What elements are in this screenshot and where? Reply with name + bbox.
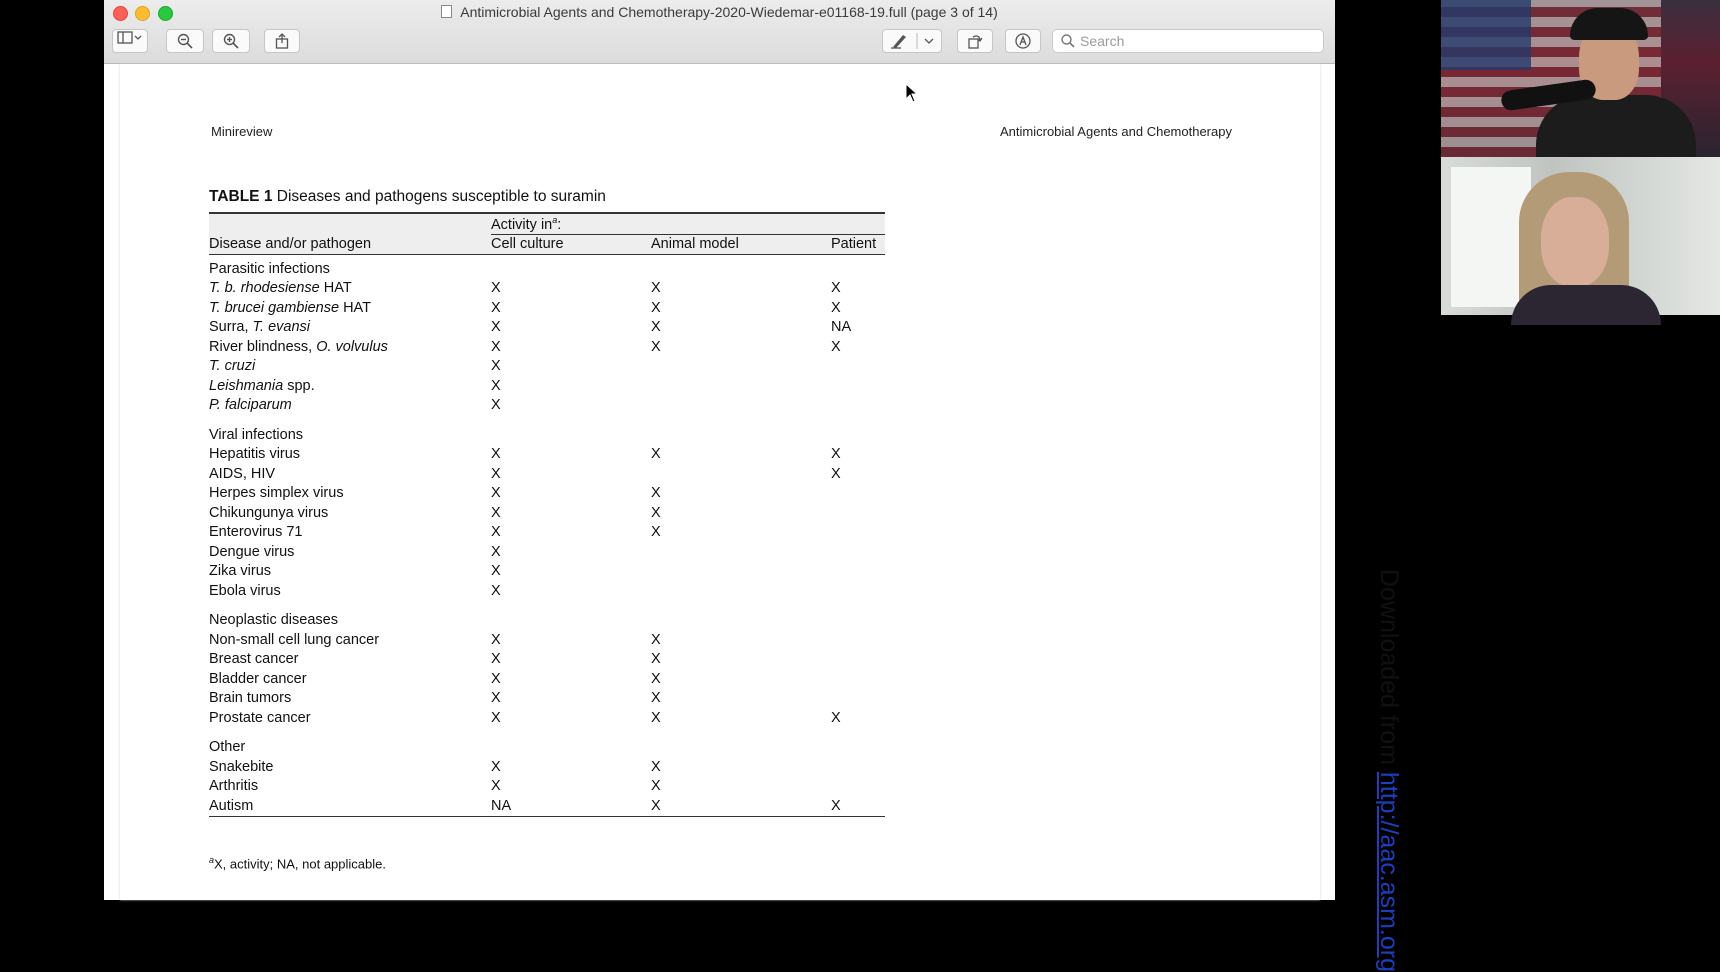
cell-culture-cell: X <box>491 377 501 394</box>
table-row <box>209 757 885 777</box>
aac-link[interactable]: http://aac.asm.org <box>1375 771 1403 972</box>
animal-model-cell: X <box>651 446 661 463</box>
annotate-button[interactable] <box>1005 29 1041 53</box>
cell-culture-cell: X <box>491 690 501 707</box>
patient-cell <box>831 396 885 416</box>
animal-model-cell <box>651 396 831 416</box>
table-row <box>209 464 885 484</box>
group-label: Parasitic infections <box>209 260 330 277</box>
cell-culture-cell: NA <box>491 796 651 816</box>
table-row <box>209 669 885 689</box>
running-header-right: Antimicrobial Agents and Chemotherapy <box>1000 124 1232 139</box>
disease-cell: Breast cancer <box>209 651 299 668</box>
cell-culture-cell: X <box>491 299 501 316</box>
table-row <box>209 650 885 670</box>
cell-culture-cell: X <box>491 397 501 414</box>
animal-model-cell <box>651 581 831 601</box>
table-header-row-activity <box>209 213 885 234</box>
patient-cell: X <box>831 280 841 297</box>
animal-model-cell <box>651 542 831 562</box>
table-row <box>209 777 885 797</box>
activity-header: Activity $in^a$: <box>491 213 885 234</box>
animal-model-cell: X <box>651 670 661 687</box>
disease-cell: Autism <box>209 796 491 816</box>
search-icon <box>1061 34 1075 48</box>
cell-culture-cell: X <box>491 465 501 482</box>
disease-cell: Non-small cell lung cancer <box>209 631 380 648</box>
share-icon <box>275 33 289 49</box>
cell-culture-cell: X <box>491 280 501 297</box>
table-row <box>209 445 885 465</box>
table-row <box>209 298 885 318</box>
animal-model-cell: X <box>651 690 661 707</box>
group-row <box>209 728 885 758</box>
disease-cell: Zika virus <box>209 563 272 580</box>
disease-cell: Chikungunya virus <box>209 504 329 521</box>
document-icon <box>441 5 452 18</box>
patient-cell <box>831 562 885 582</box>
patient-cell <box>831 630 885 650</box>
patient-cell: X <box>831 796 885 816</box>
search-field[interactable] <box>1052 29 1324 53</box>
cell-culture-cell: X <box>491 778 501 795</box>
cell-culture-cell: X <box>491 358 501 375</box>
table-row <box>209 542 885 562</box>
disease-cell: Dengue virus <box>209 543 295 560</box>
download-watermark: Downloaded from http://aac.asm.org <box>1375 569 1403 972</box>
cell-culture-cell: X <box>491 446 501 463</box>
cell-culture-cell: X <box>491 524 501 541</box>
zoom-in-button[interactable] <box>212 29 250 53</box>
webcam-feed-guest <box>1441 157 1720 315</box>
column-header-animal-model: Animal model <box>651 234 831 255</box>
animal-model-cell: X <box>651 651 661 668</box>
group-row <box>209 415 885 445</box>
rotate-button[interactable] <box>957 29 993 53</box>
patient-cell: X <box>831 299 841 316</box>
running-header-left: Minireview <box>211 124 273 139</box>
group-row <box>209 601 885 631</box>
animal-model-cell: X <box>651 504 661 521</box>
group-label: Viral infections <box>209 426 304 443</box>
table-row <box>209 630 885 650</box>
cell-culture-cell: X <box>491 338 501 355</box>
cell-culture-cell: X <box>491 582 501 599</box>
zoom-in-icon <box>223 33 239 49</box>
group-row <box>209 255 885 279</box>
patient-cell <box>831 376 885 396</box>
animal-model-cell: X <box>651 299 661 316</box>
patient-cell <box>831 757 885 777</box>
table-row <box>209 279 885 299</box>
animal-model-cell: X <box>651 338 661 355</box>
cell-culture-cell: X <box>491 631 501 648</box>
disease-cell: Hepatitis virus <box>209 446 301 463</box>
patient-cell <box>831 650 885 670</box>
disease-cell: Enterovirus 71 <box>209 524 303 541</box>
animal-model-cell: X <box>651 524 661 541</box>
column-header-cell-culture: Cell culture <box>491 234 651 255</box>
search-placeholder: Search <box>1080 33 1125 49</box>
share-button[interactable] <box>264 29 300 53</box>
animal-model-cell: X <box>651 796 831 816</box>
animal-model-cell: X <box>651 631 661 648</box>
window-title: Antimicrobial Agents and Chemotherapy-2020-Wiedemar-e01168-19.full (page 3 of 14) <box>104 4 1335 20</box>
animal-model-cell <box>651 357 831 377</box>
disease-cell: Ebola virus <box>209 582 281 599</box>
cell-culture-cell: X <box>491 758 501 775</box>
table-row <box>209 689 885 709</box>
annotate-icon <box>1015 33 1031 49</box>
patient-cell <box>831 357 885 377</box>
disease-cell: Leishmania spp. <box>209 377 315 394</box>
patient-cell: X <box>831 338 841 355</box>
rotate-icon <box>967 33 983 49</box>
table-header-row-columns <box>209 234 885 255</box>
cell-culture-cell: X <box>491 651 501 668</box>
cell-culture-cell: X <box>491 670 501 687</box>
table-row <box>209 581 885 601</box>
title-bar <box>104 0 1335 64</box>
pen-icon <box>887 33 937 49</box>
disease-cell: T. b. rhodesiense HAT <box>209 280 352 297</box>
cell-culture-cell: X <box>491 543 501 560</box>
zoom-out-icon <box>177 33 193 49</box>
disease-cell: Arthritis <box>209 778 259 795</box>
patient-cell: X <box>831 465 841 482</box>
disease-cell: AIDS, HIV <box>209 465 276 482</box>
disease-cell: River blindness, O. volvulus <box>209 338 388 355</box>
table-row <box>209 796 885 816</box>
table-row <box>209 318 885 338</box>
patient-cell <box>831 542 885 562</box>
cell-culture-cell: X <box>491 319 501 336</box>
column-header-patient: Patient <box>831 234 885 255</box>
patient-cell <box>831 523 885 543</box>
disease-cell: T. brucei gambiense HAT <box>209 299 371 316</box>
patient-cell <box>831 689 885 709</box>
patient-cell <box>831 503 885 523</box>
patient-cell <box>831 669 885 689</box>
patient-cell <box>831 484 885 504</box>
disease-cell: T. cruzi <box>209 358 256 375</box>
cell-culture-cell: X <box>491 485 501 502</box>
patient-cell <box>831 777 885 797</box>
animal-model-cell: X <box>651 280 661 297</box>
disease-cell: P. falciparum <box>209 397 292 414</box>
sidebar-toggle-button[interactable] <box>112 29 148 53</box>
patient-cell: X <box>831 446 841 463</box>
table-row <box>209 708 885 728</box>
table-row <box>209 376 885 396</box>
zoom-out-button[interactable] <box>166 29 204 53</box>
table-row <box>209 396 885 416</box>
table-row <box>209 562 885 582</box>
animal-model-cell <box>651 464 831 484</box>
animal-model-cell: X <box>651 709 661 726</box>
disease-cell: Brain tumors <box>209 690 292 707</box>
patient-cell: X <box>831 709 841 726</box>
disease-cell: Prostate cancer <box>209 709 311 726</box>
animal-model-cell: X <box>651 485 661 502</box>
table-footnote: $^a$X, activity; NA, not applicable. <box>209 855 386 872</box>
table-row <box>209 337 885 357</box>
group-label: Neoplastic diseases <box>209 612 338 629</box>
table-row <box>209 523 885 543</box>
disease-cell: Bladder cancer <box>209 670 307 687</box>
preview-window <box>104 0 1403 972</box>
cell-culture-cell: X <box>491 709 501 726</box>
group-label: Other <box>209 739 246 756</box>
table-row <box>209 484 885 504</box>
disease-cell: Surra, T. evansi <box>209 319 311 336</box>
table-row <box>209 357 885 377</box>
animal-model-cell <box>651 562 831 582</box>
cell-culture-cell: X <box>491 563 501 580</box>
patient-cell: NA <box>831 319 852 336</box>
suramin-table <box>209 212 885 817</box>
table-row <box>209 503 885 523</box>
column-header-disease: Disease and/or pathogen <box>209 234 491 255</box>
pdf-page <box>120 64 1403 972</box>
patient-cell <box>831 581 885 601</box>
sidebar-icon <box>117 31 143 45</box>
disease-cell: Snakebite <box>209 758 274 775</box>
webcam-feed-host <box>1441 0 1720 157</box>
mouse-cursor-icon <box>905 83 919 103</box>
cell-culture-cell: X <box>491 504 501 521</box>
animal-model-cell: X <box>651 319 661 336</box>
table-body <box>209 255 885 817</box>
animal-model-cell: X <box>651 778 661 795</box>
markup-button[interactable] <box>882 29 942 53</box>
table-caption: TABLE 1 Diseases and pathogens susceptible to suramin <box>209 188 606 205</box>
animal-model-cell: X <box>651 758 661 775</box>
disease-cell: Herpes simplex virus <box>209 485 344 502</box>
animal-model-cell <box>651 376 831 396</box>
